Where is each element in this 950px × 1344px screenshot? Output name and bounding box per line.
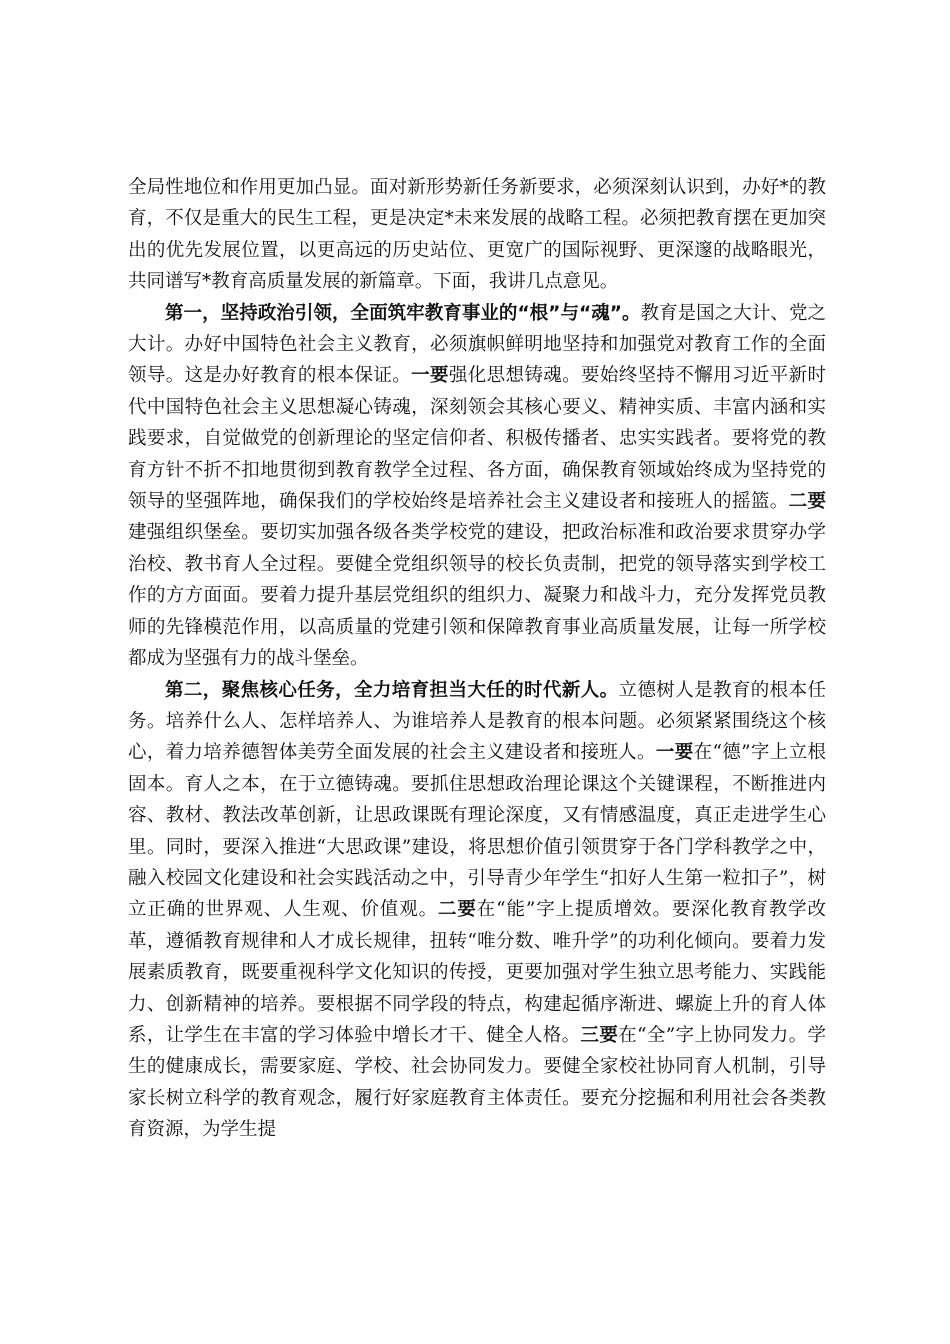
section-heading-second: 第二，聚焦核心任务，全力培育担当大任的时代新人。 xyxy=(165,679,619,701)
text-segment: 建强组织堡垒。要切实加强各级各类学校党的建设，把政治标准和政治要求贯穿办学治校、教书育人全过程。要健全党组织领导的校长负责制，把党的领导落实到学校工作的方方面面。要着力提升基层党组织的组织力、凝聚力和战斗力，充分发挥党员教师的先锋模范作用，以高质量的党建引领和保障教育事业高质量发展，让每一所学校都成为坚强有力的战斗堡垒。 xyxy=(128,522,826,670)
paragraph-first-point xyxy=(128,298,826,675)
subpoint-label-three: 三要 xyxy=(580,1024,619,1046)
section-heading-first: 第一，坚持政治引领，全面筑牢教育事业的“根”与“魂”。 xyxy=(165,302,641,324)
text-segment: 教育是国之大计、党之大计。办好中国特色社会主义教育，必须旗帜鲜明地坚持和加强党对教育工作的全面领导。这是办好教育的根本保证。 xyxy=(128,302,826,387)
paragraph-second-point xyxy=(128,675,826,1146)
document-body xyxy=(128,172,826,1146)
subpoint-label-one: 一要 xyxy=(411,365,449,387)
text-segment: 强化思想铸魂。要始终坚持不懈用习近平新时代中国特色社会主义思想凝心铸魂，深刻领会其核心要义、精神实质、丰富内涵和实践要求，自觉做党的创新理论的坚定信仰者、积极传播者、忠实实践者。要将党的教育方针不折不扣地贯彻到教育教学全过程、各方面，确保教育领域始终成为坚持党的领导的坚强阵地，确保我们的学校始终是培养社会主义建设者和接班人的摇篮。 xyxy=(128,365,826,513)
text-segment: 全局性地位和作用更加凸显。面对新形势新任务新要求，必须深刻认识到，办好*的教育，不仅是重大的民生工程，更是决定*未来发展的战略工程。必须把教育摆在更加突出的优先发展位置，以更高远的历史站位、更宽广的国际视野、更深邃的战略眼光，共同谱写*教育高质量发展的新篇章。下面，我讲几点意见。 xyxy=(128,177,826,293)
subpoint-label-one: 一要 xyxy=(655,742,694,764)
text-segment: 在“全”字上协同发力。学生的健康成长，需要家庭、学校、社会协同发力。要健全家校社协同育人机制，引导家长树立科学的教育观念，履行好家庭教育主体责任。要充分挖掘和利用社会各类教育资源，为学生提 xyxy=(128,1024,826,1141)
text-segment: 立德树人是教育的根本任务。培养什么人、怎样培养人、为谁培养人是教育的根本问题。必须紧紧围绕这个核心，着力培养德智体美劳全面发展的社会主义建设者和接班人。 xyxy=(128,679,826,764)
subpoint-label-two: 二要 xyxy=(438,899,477,921)
text-segment: 在“德”字上立根固本。育人之本，在于立德铸魂。要抓住思想政治理论课这个关键课程，不断推进内容、教材、教法改革创新，让思政课既有理论深度，又有情感温度，真正走进学生心里。同时，要深入推进“大思政课”建设，将思想价值引领贯穿于各门学科教学之中，融入校园文化建设和社会实践活动之中，引导青少年学生“扣好人生第一粒扣子”，树立正确的世界观、人生观、价值观。 xyxy=(128,742,826,921)
subpoint-label-two: 二要 xyxy=(788,491,826,513)
text-segment: 在“能”字上提质增效。要深化教育教学改革，遵循教育规律和人才成长规律，扭转“唯分数、唯升学”的功利化倾向。要着力发展素质教育，既要重视科学文化知识的传授，更要加强对学生独立思考能力、实践能力、创新精神的培养。要根据不同学段的特点，构建起循序渐进、螺旋上升的育人体系，让学生在丰富的学习体验中增长才干、健全人格。 xyxy=(128,899,826,1046)
paragraph-intro xyxy=(128,172,826,298)
